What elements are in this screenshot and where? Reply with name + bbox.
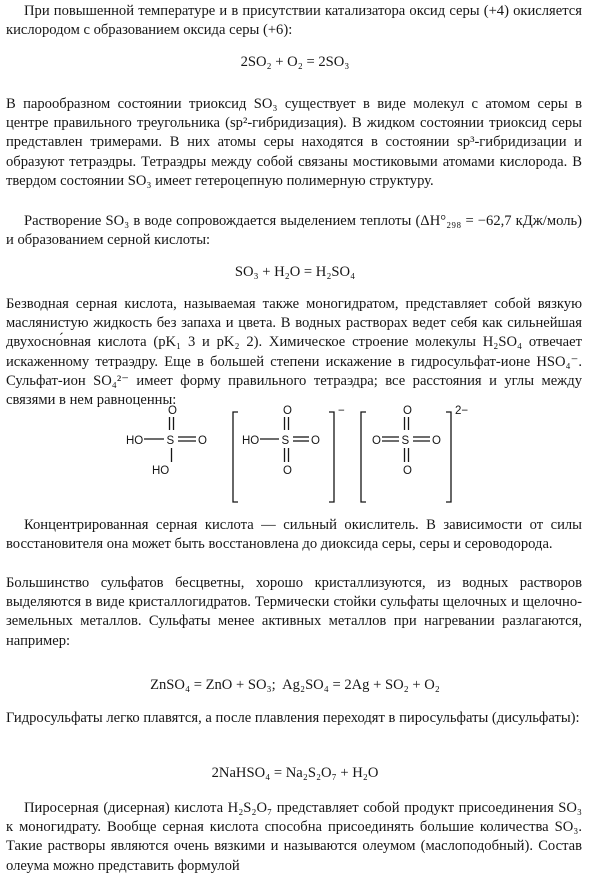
oxygen-bottom-label: O <box>283 465 292 477</box>
charge-label: − <box>338 405 345 417</box>
sulfur-label: S <box>281 435 290 447</box>
paragraph-hydrosulfates: Гидросульфаты легко плавятся, а после плавления переходят в пиросульфаты (дисульфаты): <box>6 710 580 726</box>
hydroxyl-bottom-label: HO <box>152 465 170 477</box>
left-bracket <box>361 412 366 502</box>
charge-label: 2− <box>455 405 469 417</box>
sulfate-ion-structure <box>361 405 468 502</box>
equation-so2-oxidation: 2SO₂ + O₂ = 2SO₃ <box>240 54 350 70</box>
oxygen-right-label: O <box>432 435 441 447</box>
paragraph-pyrosulfuric-acid: Пиросерная (дисерная) кислота H₂S₂O₇ представляет собой продукт присоединения SO₃ к моногидрату. Вообще серная кислота способна присоединять большие количества SO₃. Такие растворы являются очень вязкими и называются олеумом (маслоподобный). Состав олеума можно представить формулой <box>6 800 582 874</box>
sulfuric-acid-structure <box>126 405 207 477</box>
oxygen-top-label: O <box>283 405 292 417</box>
right-bracket <box>446 412 451 502</box>
sulfur-label: S <box>401 435 410 447</box>
oxygen-bottom-label: O <box>403 465 412 477</box>
equation-sulfuric-acid-formation: SO₃ + H₂O = H₂SO₄ <box>234 264 356 280</box>
paragraph-so2-oxidation: При повышенной температуре и в присутствии катализатора оксид серы (+4) окисляется кислородом с образованием оксида серы (+6): <box>6 3 582 39</box>
hydroxyl-left-label: HO <box>126 435 144 447</box>
sulfate-structures-figure <box>110 402 500 514</box>
paragraph-so3-dissolution: Растворение SO₃ в воде сопровождается выделением теплоты (ΔH°₂₉₈ = −62,7 кДж/моль) и образованием серной кислоты: <box>6 213 582 249</box>
paragraph-concentrated-acid: Концентрированная серная кислота — сильный окислитель. В зависимости от силы восстановителя она может быть восстановлена до диоксида серы, серы и сероводорода. <box>6 517 582 553</box>
paragraph-sulfuric-acid: Безводная серная кислота, называемая также моногидратом, представляет собой вязкую маслянистую жидкость без запаха и цвета. В водных растворах ведет себя как сильнейшая двухосно́вная кислота (pK₁ 3 и pK₂ 2). Химическое строение молекулы H₂SO₄ отвечает искаженному тетраэдру. Еще в большей степени искажение в гидросульфат-ионе HSO₄⁻. Сульфат-ион SO₄²⁻ имеет форму правильного тетраэдра; все расстояния и углы между связями в нем равноценны: <box>6 296 582 409</box>
oxygen-top-label: O <box>403 405 412 417</box>
oxygen-top-label: O <box>168 405 177 417</box>
oxygen-right-label: O <box>198 435 207 447</box>
oxygen-right-label: O <box>311 435 320 447</box>
paragraph-so3-structure: В парообразном состоянии триоксид SO₃ существует в виде молекул с атомом серы в центре правильного треугольника (sp²-гибридизация). В жидком состоянии триоксид серы представлен тримерами. В них атомы серы находятся в состоянии sp³-гибридизации и образуют тетраэдры. Тетраэдры между собой связаны мостиковыми атомами кислорода. В твердом состоянии SO₃ имеет гетероцепную полимерную структуру. <box>6 96 582 189</box>
oxygen-left-label: O <box>372 435 381 447</box>
paragraph-sulfates: Большинство сульфатов бесцветны, хорошо кристаллизуются, из водных растворов выделяются в виде кристаллогидратов. Термически стойки сульфаты щелочных и щелочно-земельных металлов. Сульфаты менее активных металлов при нагревании разлагаются, например: <box>6 575 582 649</box>
hydroxyl-left-label: HO <box>242 435 260 447</box>
equation-pyrosulfate-formation: 2NaHSO₄ = Na₂S₂O₇ + H₂O <box>211 765 379 781</box>
right-bracket <box>329 412 334 502</box>
left-bracket <box>233 412 238 502</box>
sulfur-label: S <box>166 435 175 447</box>
equation-sulfate-decomposition: ZnSO₄ = ZnO + SO₃; Ag₂SO₄ = 2Ag + SO₂ + O₂ <box>150 677 440 693</box>
hydrosulfate-ion-structure <box>233 405 345 502</box>
